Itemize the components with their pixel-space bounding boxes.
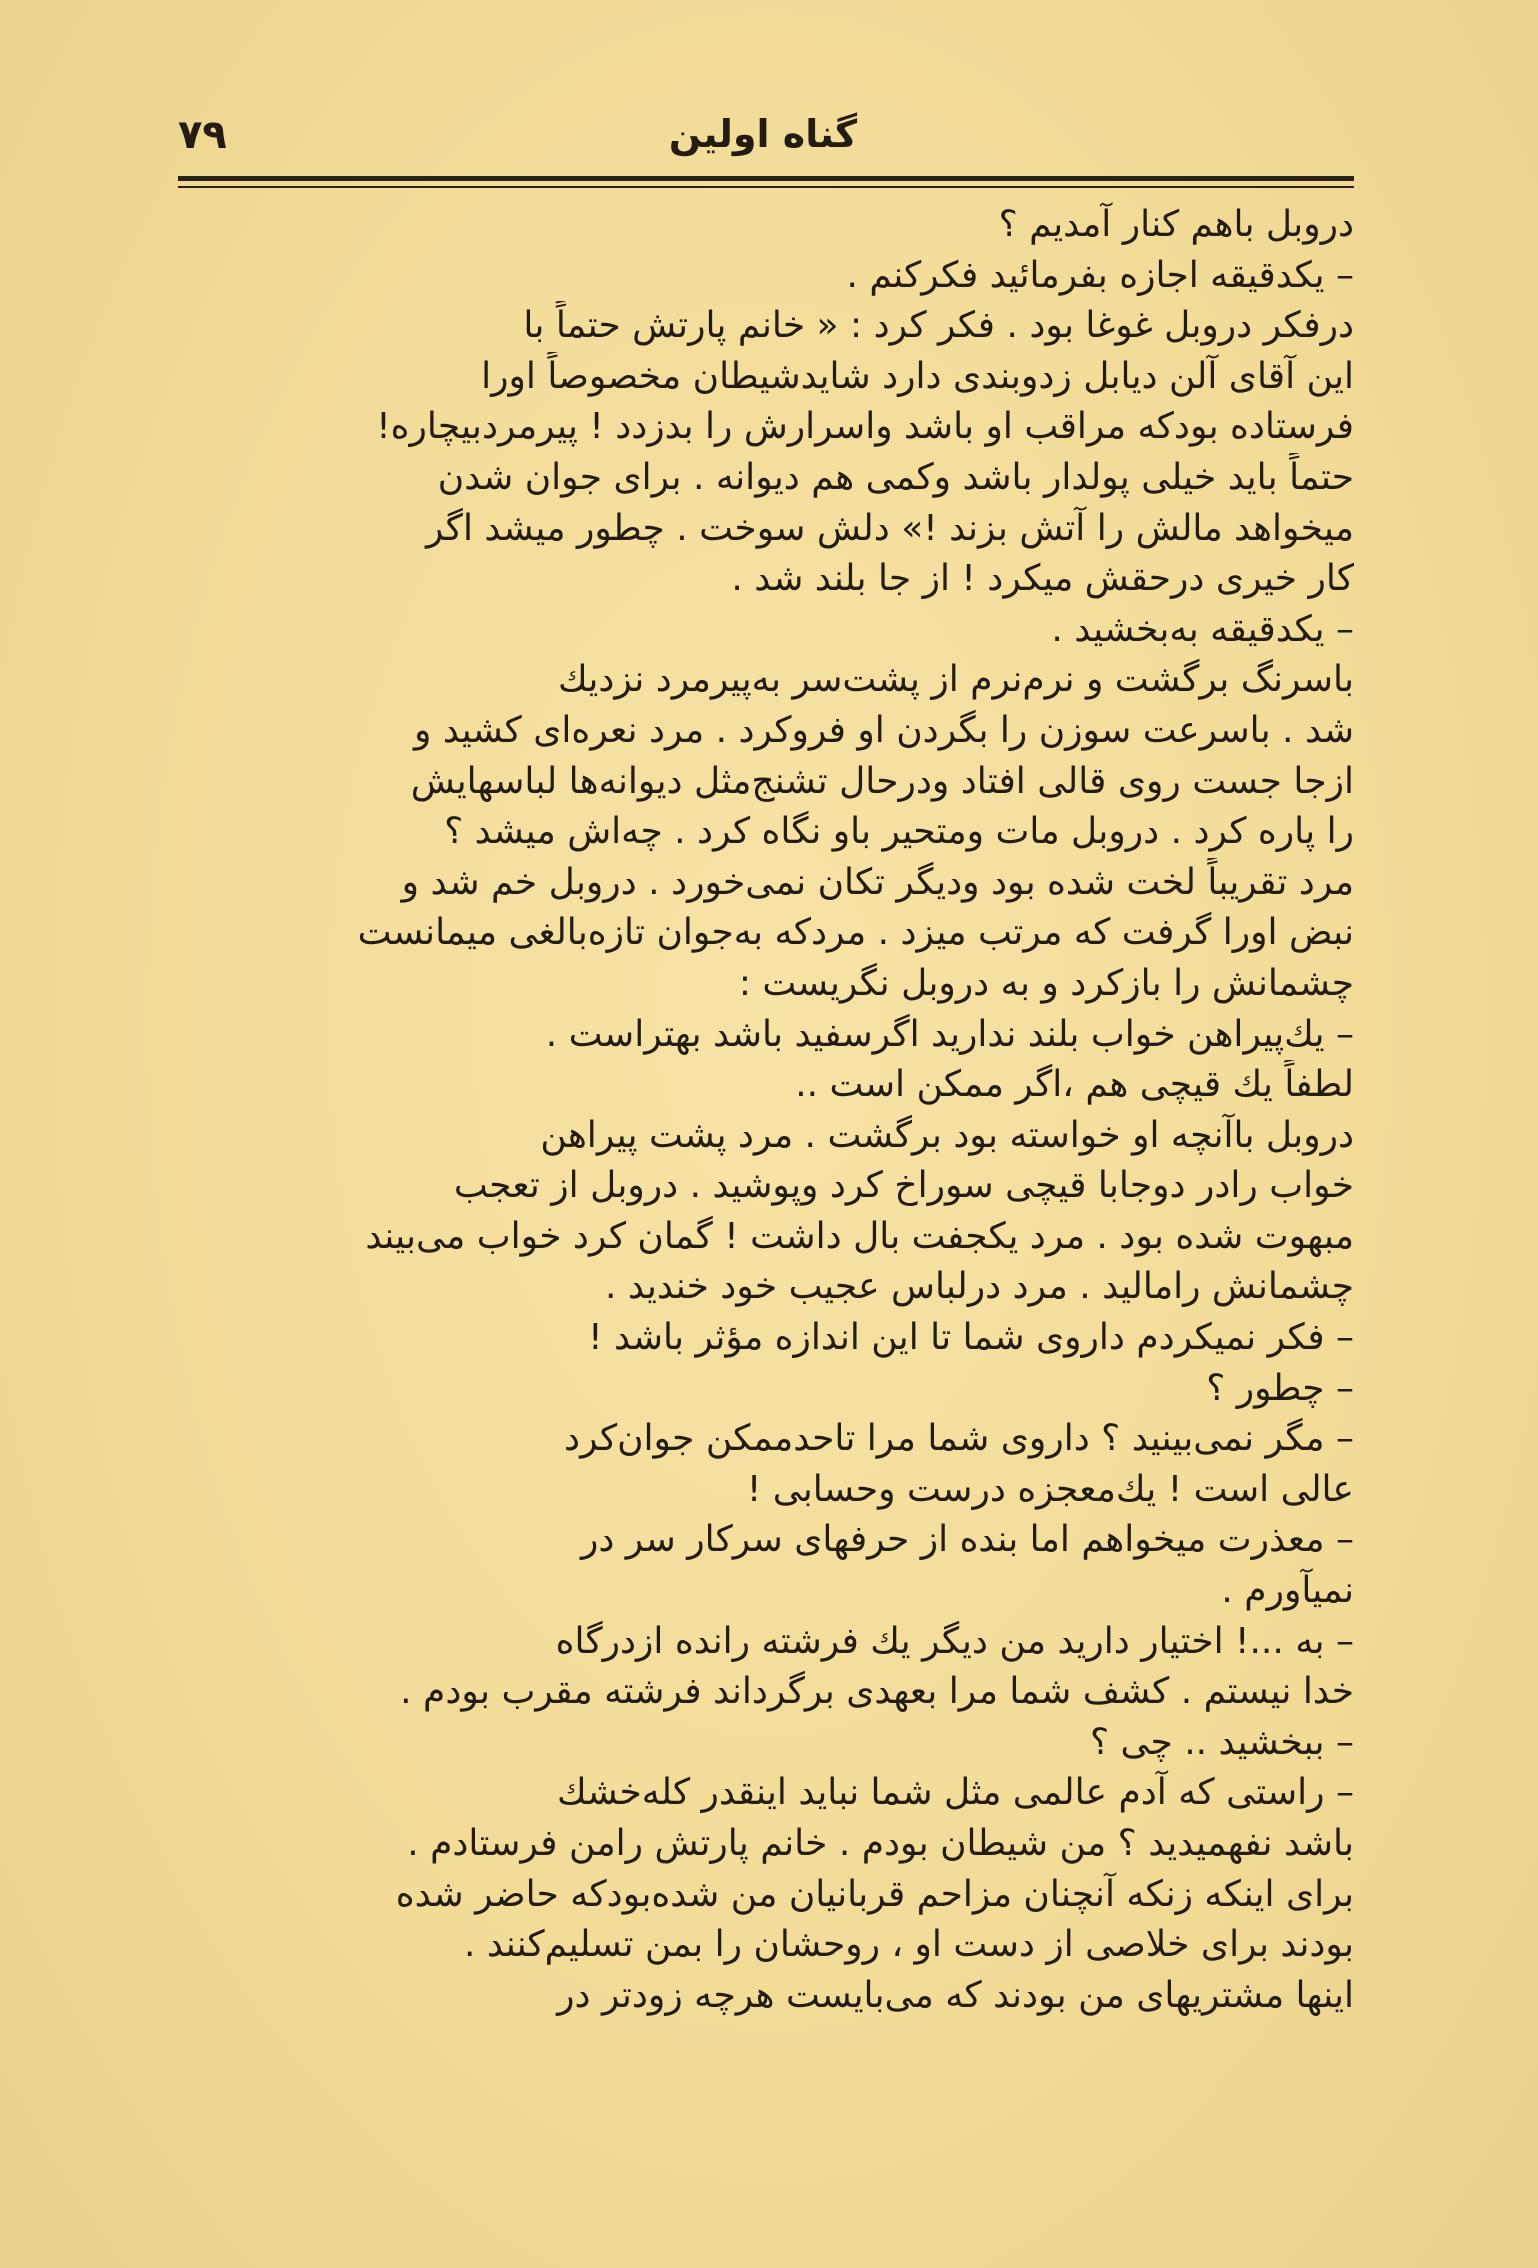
text-line: نمیآورم . — [1221, 1570, 1354, 1612]
text-line: نبض اورا گرفت که مرتب میزد . مردکه به‌جوان تازه‌بالغی میمانست — [357, 912, 1354, 954]
running-title: گناه اولین — [668, 112, 858, 156]
text-line: خواب رادر دوجابا قیچی سوراخ کرد وپوشید . دروبل از تعجب — [453, 1165, 1354, 1207]
text-line: – چطور ؟ — [1206, 1367, 1354, 1409]
text-line: – یکدقیقه به‌بخشید . — [1051, 608, 1354, 650]
text-line: – راستی که آدم عالمی مثل شما نباید اینقدر کله‌خشك — [557, 1772, 1354, 1814]
text-line: بودند برای خلاصی از دست او ، روحشان را بمن تسلیم‌کنند . — [464, 1924, 1354, 1966]
text-line: دروبل باهم کنار آمدیم ؟ — [998, 204, 1354, 245]
text-line: خدا نیستم . کشف شما مرا بعهدی برگرداند فرشته مقرب بودم . — [400, 1671, 1354, 1713]
text-line: – به ...! اختیار دارید من دیگر یك فرشته رانده ازدرگاه — [555, 1620, 1354, 1662]
text-line: چشمانش را بازکرد و به دروبل نگریست : — [738, 962, 1354, 1004]
text-line: – معذرت میخواهم اما بنده از حرفهای سرکار سر در — [580, 1519, 1354, 1561]
text-line: میخواهد مالش را آتش بزند !» دلش سوخت . چطور میشد اگر — [425, 507, 1354, 549]
text-line: را پاره کرد . دروبل مات ومتحیر باو نگاه کرد . چه‌اش میشد ؟ — [444, 811, 1354, 853]
text-line: برای اینکه زنکه آنچنان مزاحم قربانیان من شده‌بودکه حاضر شده — [395, 1873, 1354, 1915]
text-line: عالی است ! یك‌معجزه درست وحسابی ! — [746, 1468, 1354, 1510]
text-line: شد . باسرعت سوزن را بگردن او فروکرد . مرد نعره‌ای کشید و — [413, 709, 1354, 751]
body-text — [180, 200, 1354, 2021]
text-line: این آقای آلن دیابل زدوبندی دارد شایدشیطان مخصوصاً اورا — [481, 355, 1354, 397]
text-line: – یکدقیقه اجازه بفرمائید فکرکنم . — [846, 254, 1354, 296]
text-line: مبهوت شده بود . مرد یکجفت بال داشت ! گمان کرد خواب می‌بیند — [365, 1215, 1354, 1257]
text-line: چشمانش رامالید . مرد درلباس عجیب خود خندید . — [605, 1266, 1354, 1308]
page-header — [178, 100, 1348, 180]
text-line: – یك‌پیراهن خواب بلند ندارید اگرسفید باشد بهتراست . — [545, 1013, 1354, 1055]
text-line: اینها مشتریهای من بودند که می‌بایست هرچه زودتر در — [557, 1974, 1354, 2016]
text-line: – مگر نمی‌بینید ؟ داروی شما مرا تاحدممکن جوان‌کرد — [564, 1418, 1354, 1460]
text-line: حتماً باید خیلی پولدار باشد وکمی هم دیوانه . برای جوان شدن — [437, 456, 1354, 498]
text-line: – فکر نمیکردم داروی شما تا این اندازه مؤثر باشد ! — [588, 1317, 1354, 1359]
text-line: دروبل باآنچه او خواسته بود برگشت . مرد پشت پیراهن — [540, 1114, 1354, 1156]
page-number: ۷۹ — [178, 112, 227, 158]
text-line: ازجا جست روی قالی افتاد ودرحال تشنج‌مثل دیوانه‌ها لباسهایش — [410, 760, 1354, 802]
text-line: لطفاً یك قیچی هم ،اگر ممکن است .. — [795, 1064, 1354, 1106]
text-line: باشد نفهمیدید ؟ من شیطان بودم . خانم پارتش رامن فرستادم . — [407, 1823, 1354, 1864]
header-rule-thin — [178, 186, 1354, 188]
text-line: مرد تقریباً لخت شده بود ودیگر تکان نمی‌خورد . دروبل خم شد و — [401, 861, 1354, 903]
text-line: فرستاده بودکه مراقب او باشد واسرارش را بدزدد ! پیرمردبیچاره! — [376, 406, 1354, 448]
text-line: باسرنگ برگشت و نرم‌نرم از پشت‌سر به‌پیرمرد نزدیك — [558, 659, 1354, 701]
text-line: – ببخشید .. چی ؟ — [1089, 1721, 1354, 1763]
header-rule-thick — [178, 176, 1354, 181]
text-line: درفکر دروبل غوغا بود . فکر کرد : « خانم پارتش حتماً با — [523, 305, 1354, 347]
text-line: کار خیری درحقش میکرد ! از جا بلند شد . — [731, 558, 1354, 600]
